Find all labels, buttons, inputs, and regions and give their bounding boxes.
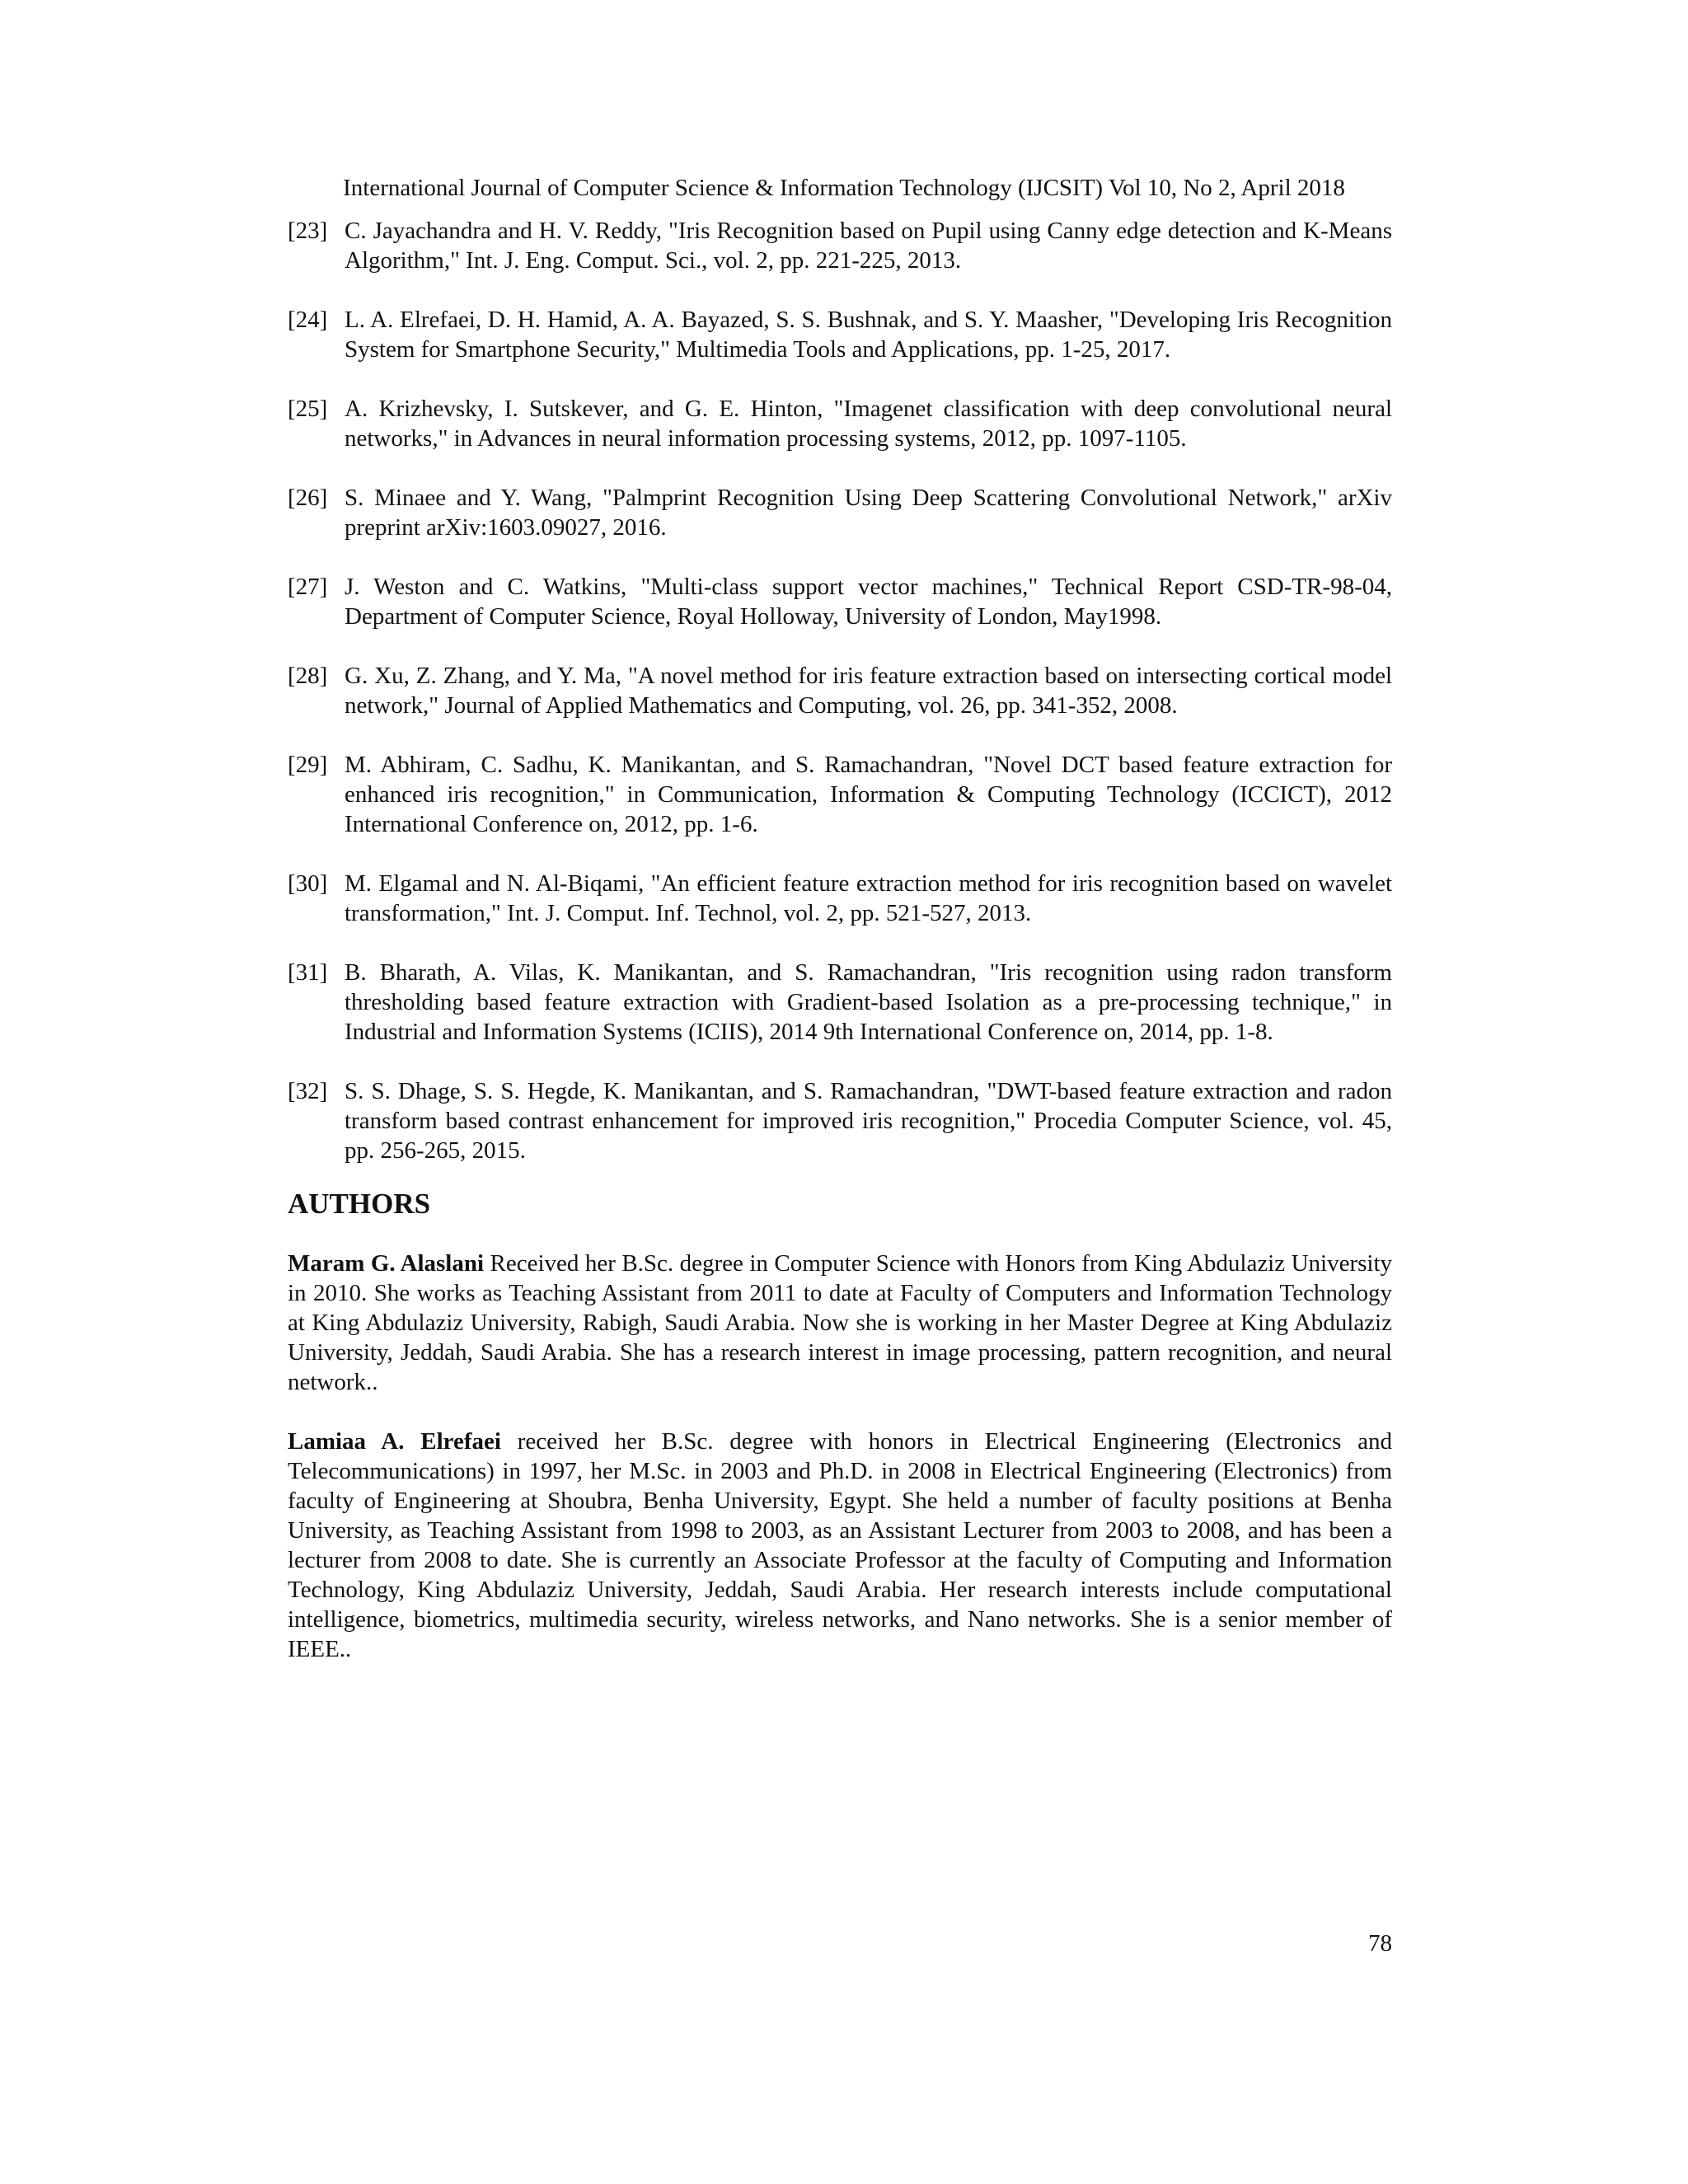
reference-item <box>288 958 1392 1047</box>
reference-item <box>288 869 1392 928</box>
reference-item <box>288 305 1392 364</box>
reference-item <box>288 483 1392 542</box>
reference-text: S. Minaee and Y. Wang, "Palmprint Recognition Using Deep Scattering Convolutional Network," arXiv preprint arXiv:1603.09027, 2016. <box>345 485 1392 541</box>
reference-text: L. A. Elrefaei, D. H. Hamid, A. A. Bayazed, S. S. Bushnak, and S. Y. Maasher, "Developing Iris Recognition System for Smartphone Security," Multimedia Tools and Applications, pp. 1-25, 2017. <box>345 307 1392 363</box>
reference-text: J. Weston and C. Watkins, "Multi-class support vector machines," Technical Report CSD-TR-98-04, Department of Computer Science, Royal Holloway, University of London, May1998. <box>345 574 1392 630</box>
reference-text: M. Elgamal and N. Al-Biqami, "An efficient feature extraction method for iris recognition based on wavelet transformation," Int. J. Comput. Inf. Technol, vol. 2, pp. 521-527, 2013. <box>345 870 1392 926</box>
reference-item <box>288 394 1392 453</box>
reference-item <box>288 1076 1392 1165</box>
author-bio-text: Received her B.Sc. degree in Computer Science with Honors from King Abdulaziz University in 2010. She works as Teaching Assistant from 2011 to date at Faculty of Computers and Information Technology at King Abdulaziz University, Rabigh, Saudi Arabia. Now she is working in her Master Degree at King Abdulaziz University, Jeddah, Saudi Arabia. She has a research interest in image processing, pattern recognition, and neural network.. <box>288 1250 1392 1395</box>
author-bio <box>288 1249 1392 1397</box>
authors-section <box>288 1249 1392 1694</box>
page-number: 78 <box>1368 1930 1392 1957</box>
reference-number: [25] <box>288 396 328 422</box>
reference-text: G. Xu, Z. Zhang, and Y. Ma, "A novel method for iris feature extraction based on intersecting cortical model network," Journal of Applied Mathematics and Computing, vol. 26, pp. 341-352, 2008. <box>345 663 1392 719</box>
reference-text: M. Abhiram, C. Sadhu, K. Manikantan, and S. Ramachandran, "Novel DCT based feature extraction for enhanced iris recognition," in Communication, Information & Computing Technology (ICCICT), 2012 International Conference on, 2012, pp. 1-6. <box>345 752 1392 837</box>
authors-heading: AUTHORS <box>288 1188 431 1220</box>
reference-number: [28] <box>288 663 328 689</box>
author-name: Maram G. Alaslani <box>288 1250 485 1277</box>
reference-text: A. Krizhevsky, I. Sutskever, and G. E. Hinton, "Imagenet classification with deep convolutional neural networks," in Advances in neural information processing systems, 2012, pp. 1097-1105. <box>345 396 1392 452</box>
author-bio-text: received her B.Sc. degree with honors in Electrical Engineering (Electronics and Telecommunications) in 1997, her M.Sc. in 2003 and Ph.D. in 2008 in Electrical Engineering (Electronics) from faculty of Engineering at Shoubra, Benha University, Egypt. She held a number of faculty positions at Benha University, as Teaching Assistant from 1998 to 2003, as an Assistant Lecturer from 2003 to 2008, and has been a lecturer from 2008 to date. She is currently an Associate Professor at the faculty of Computing and Information Technology, King Abdulaziz University, Jeddah, Saudi Arabia. Her research interests include computational intelligence, biometrics, multimedia security, wireless networks, and Nano networks. She is a senior member of IEEE.. <box>288 1428 1392 1662</box>
reference-item <box>288 661 1392 720</box>
reference-item <box>288 750 1392 839</box>
reference-text: C. Jayachandra and H. V. Reddy, "Iris Recognition based on Pupil using Canny edge detection and K-Means Algorithm," Int. J. Eng. Comput. Sci., vol. 2, pp. 221-225, 2013. <box>345 218 1392 274</box>
author-name: Lamiaa A. Elrefaei <box>288 1428 501 1455</box>
reference-text: B. Bharath, A. Vilas, K. Manikantan, and S. Ramachandran, "Iris recognition using radon transform thresholding based feature extraction with Gradient-based Isolation as a pre-processing technique," in Industrial and Information Systems (ICIIS), 2014 9th International Conference on, 2014, pp. 1-8. <box>345 959 1392 1045</box>
running-header: International Journal of Computer Science & Information Technology (IJCSIT) Vol 10, No 2, April 2018 <box>343 175 1345 201</box>
reference-item <box>288 216 1392 275</box>
reference-number: [26] <box>288 485 328 511</box>
reference-list <box>288 216 1392 1195</box>
reference-text: S. S. Dhage, S. S. Hegde, K. Manikantan, and S. Ramachandran, "DWT-based feature extraction and radon transform based contrast enhancement for improved iris recognition," Procedia Computer Science, vol. 45, pp. 256-265, 2015. <box>345 1078 1392 1164</box>
reference-number: [31] <box>288 959 328 986</box>
reference-number: [24] <box>288 307 328 333</box>
author-bio <box>288 1427 1392 1664</box>
reference-number: [32] <box>288 1078 328 1104</box>
reference-item <box>288 572 1392 631</box>
reference-number: [29] <box>288 752 328 778</box>
reference-number: [27] <box>288 574 328 600</box>
reference-number: [30] <box>288 870 328 897</box>
reference-number: [23] <box>288 218 328 244</box>
